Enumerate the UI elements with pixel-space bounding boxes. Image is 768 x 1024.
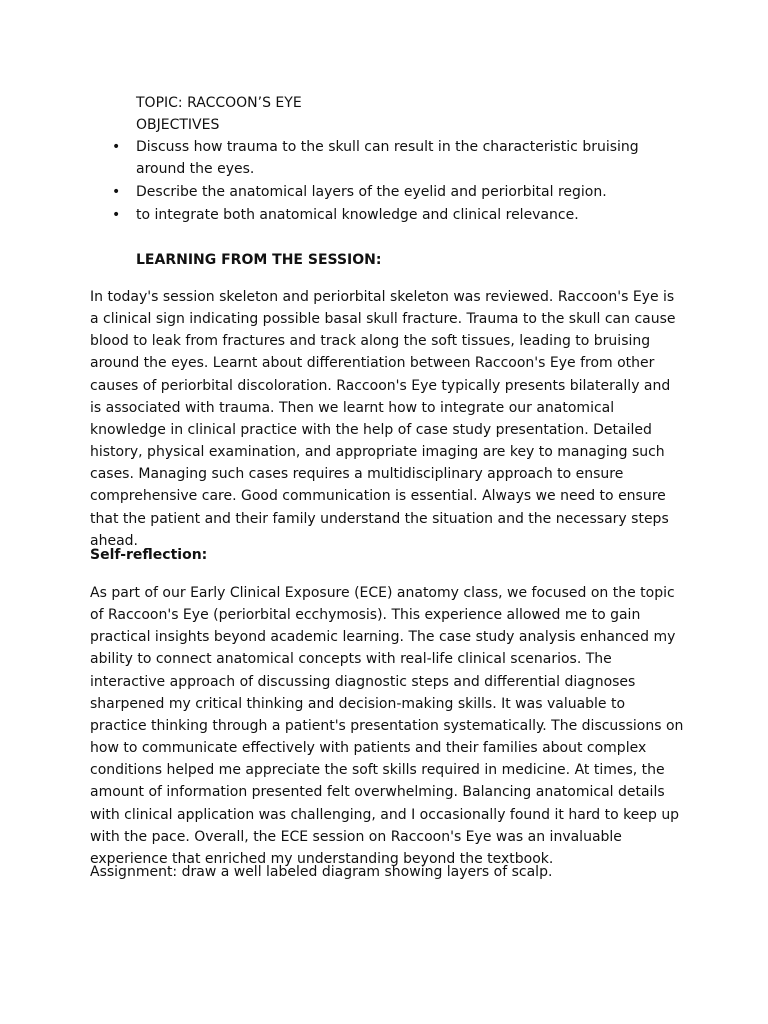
reflection-paragraph: As part of our Early Clinical Exposure (ECE) anatomy class, we focused on the topic of Raccoon's Eye (periorbital ecchymosis). This experience allowed me to gain practical insights beyond academic learning. The case study analysis enhanced my ability to connect anatomical concepts with real-life clinical scenarios. The interactive approach of discussing diagnostic steps and differential diagnoses sharpened my critical thinking and decision-making skills. It was valuable to practice thinking through a patient's presentation systematically. The discussions on how to communicate effectively with patients and their families about complex conditions helped me appreciate the soft skills required in medicine. At times, the amount of information presented felt overwhelming. Balancing anatomical details with clinical application was challenging, and I occasionally found it hard to keep up with the pace. Overall, the ECE session on Raccoon's Eye was an invaluable experience that enriched my understanding beyond the textbook. (90, 585, 684, 867)
list-item (90, 181, 690, 203)
objective-text: to integrate both anatomical knowledge and clinical relevance. (136, 206, 579, 223)
objective-text: Describe the anatomical layers of the eyelid and periorbital region. (136, 183, 607, 200)
objectives-list (90, 136, 690, 226)
list-item (90, 204, 690, 226)
topic-heading-block (136, 92, 696, 136)
objective-text: Discuss how trauma to the skull can result in the characteristic bruising around the eyes. (136, 139, 639, 178)
topic-title: TOPIC: RACCOON’S EYE (136, 95, 302, 111)
bullet-icon: • (112, 139, 121, 155)
learning-paragraph: In today's session skeleton and periorbital skeleton was reviewed. Raccoon's Eye is a clinical sign indicating possible basal skull fracture. Trauma to the skull can cause blood to leak from fractures and track along the soft tissues, leading to bruising around the eyes. Learnt about differentiation between Raccoon's Eye from other causes of periorbital discoloration. Raccoon's Eye typically presents bilaterally and is associated with trauma. Then we learnt how to integrate our anatomical knowledge in clinical practice with the help of case study presentation. Detailed history, physical examination, and appropriate imaging are key to managing such cases. Managing such cases requires a multidisciplinary approach to ensure comprehensive care. Good communication is essential. Always we need to ensure that the patient and their family understand the situation and the necessary steps ahead. (90, 289, 676, 549)
bullet-icon: • (112, 183, 121, 200)
learning-heading: LEARNING FROM THE SESSION: (136, 252, 382, 268)
assignment-text: Assignment: draw a well labeled diagram showing layers of scalp. (90, 864, 553, 880)
bullet-icon: • (112, 206, 121, 223)
list-item (90, 136, 690, 180)
objectives-heading: OBJECTIVES (136, 117, 220, 133)
reflection-heading: Self-reflection: (90, 547, 208, 563)
